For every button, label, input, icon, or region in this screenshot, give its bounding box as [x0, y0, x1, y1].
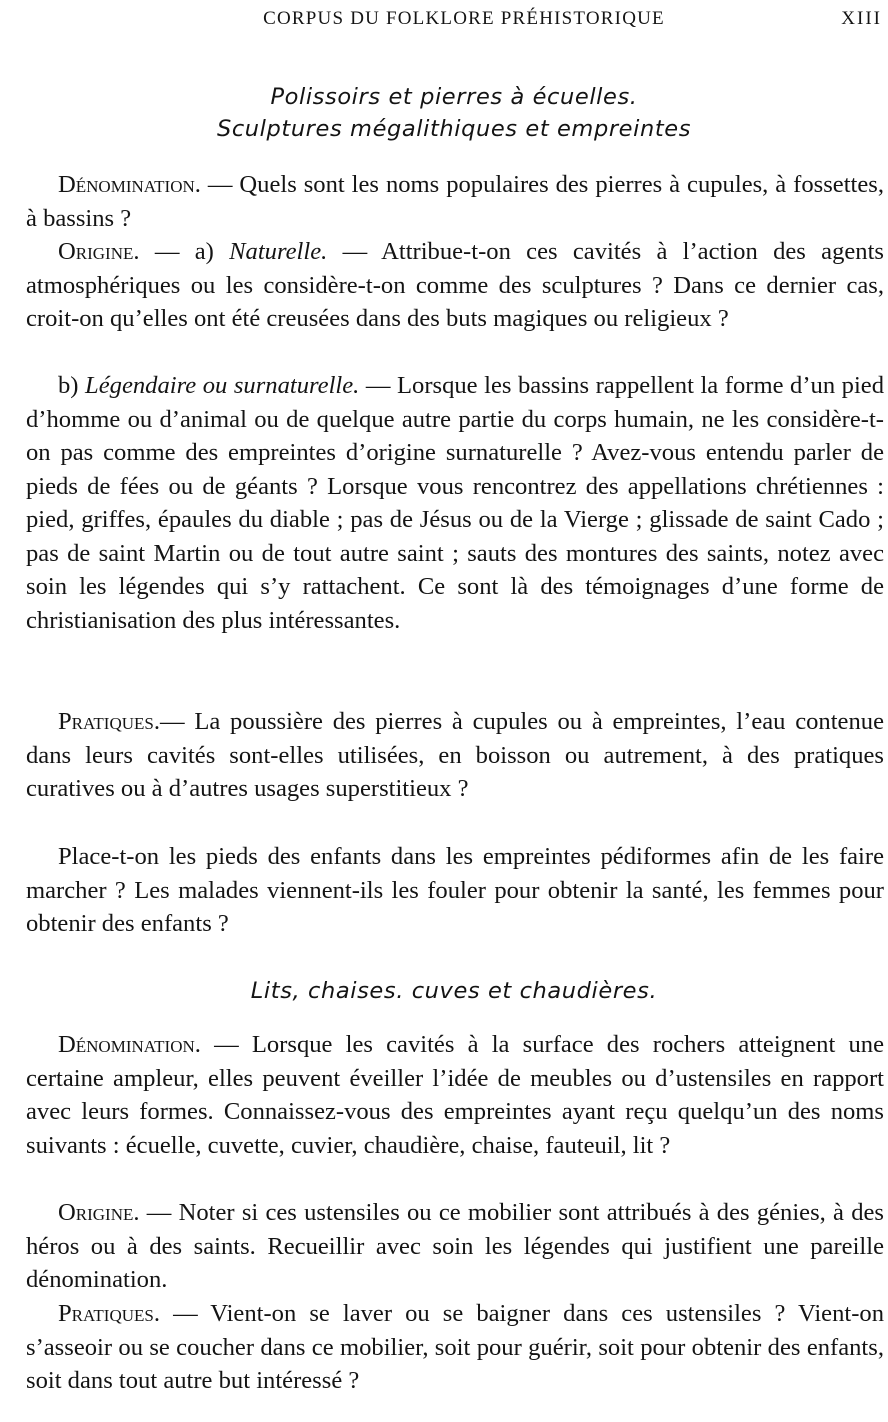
paragraph-origine-2	[26, 1196, 884, 1297]
paragraph-pratiques-2	[26, 1297, 884, 1398]
paragraph-text: b)	[58, 372, 86, 399]
section-heading-lits-chaises: Lits, chaises. cuves et chaudières.	[250, 978, 658, 1004]
paragraph-text: — La poussière des pierres à cupules ou à empreintes, l’eau contenue dans leurs cavités sont-elles utilisées, en boisson ou autrement, à des pratiques curatives ou à d’autres usages superstitieux ?	[26, 708, 884, 803]
paragraph-pieds-enfants	[26, 840, 884, 941]
paragraph-emphasis: Légendaire ou surnaturelle.	[85, 372, 360, 399]
paragraph-text: — Vient-on se laver ou se baigner dans ces ustensiles ? Vient-on s’asseoir ou se coucher dans ce mobilier, soit pour guérir, soit pour obtenir des enfants, soit dans tout autre but intéressé ?	[26, 1300, 884, 1395]
paragraph-origine	[26, 235, 884, 336]
paragraph-label: Origine.	[58, 1199, 140, 1226]
paragraph-emphasis: Naturelle.	[229, 238, 328, 265]
paragraph-label: Origine.	[58, 238, 140, 265]
paragraph-denomination	[26, 168, 884, 235]
paragraph-text: — Lorsque les bassins rappellent la forme d’un pied d’homme ou d’animal ou de quelque autre partie du corps humain, ne les considère-t-on pas comme des empreintes d’origine surnaturelle ? Avez-vous entendu parler de pieds de fées ou de géants ? Lorsque vous rencontrez des appellations chrétiennes : pied, griffes, épaules du diable ; pas de Jésus ou de la Vierge ; glissade de saint Cado ; pas de saint Martin ou de tout autre saint ; sauts des montures des saints, notez avec soin les légendes qui s’y rattachent. Ce sont là des témoignages d’une forme de christianisation des plus intéressantes.	[26, 372, 885, 634]
running-title: CORPUS DU FOLKLORE PRÉHISTORIQUE	[263, 8, 665, 29]
paragraph-label: Pratiques.	[58, 1300, 160, 1327]
paragraph-legendaire	[26, 369, 884, 637]
paragraph-text: — Noter si ces ustensiles ou ce mobilier sont attribués à des génies, à des héros ou à des saints. Recueillir avec soin les légendes qui justifient une pareille dénomination.	[26, 1199, 884, 1294]
section-subheading-sculptures: Sculptures mégalithiques et empreintes	[216, 116, 692, 142]
paragraph-pratiques	[26, 705, 884, 806]
section-heading-polissoirs: Polissoirs et pierres à écuelles.	[270, 84, 638, 110]
running-header	[26, 8, 882, 34]
paragraph-text: — Attribue-t-on ces cavités à l’action des agents atmosphériques ou les considère-t-on comme des sculptures ? Dans ce dernier cas, croit-on qu’elles ont été creusées dans des buts magiques ou religieux ?	[26, 238, 884, 333]
paragraph-label: Dénomination.	[58, 1031, 201, 1058]
paragraph-text: Place-t-on les pieds des enfants dans les empreintes pédiformes afin de les faire marcher ? Les malades viennent-ils les fouler pour obtenir la santé, les femmes pour obtenir des enfants ?	[26, 843, 884, 938]
paragraph-text: — a)	[139, 238, 230, 265]
paragraph-label: Pratiques.	[58, 708, 160, 735]
paragraph-text: — Lorsque les cavités à la surface des rochers atteignent une certaine ampleur, elles peuvent éveiller l’idée de meubles ou d’ustensiles en rapport avec leurs formes. Connaissez-vous des empreintes ayant reçu quelqu’un des noms suivants : écuelle, cuvette, cuvier, chaudière, chaise, fauteuil, lit ?	[26, 1031, 884, 1159]
paragraph-text: — Quels sont les noms populaires des pierres à cupules, à fossettes, à bassins ?	[26, 171, 884, 232]
page-number: XIII	[841, 8, 882, 29]
paragraph-label: Dénomination.	[58, 171, 201, 198]
paragraph-denomination-2	[26, 1028, 884, 1162]
